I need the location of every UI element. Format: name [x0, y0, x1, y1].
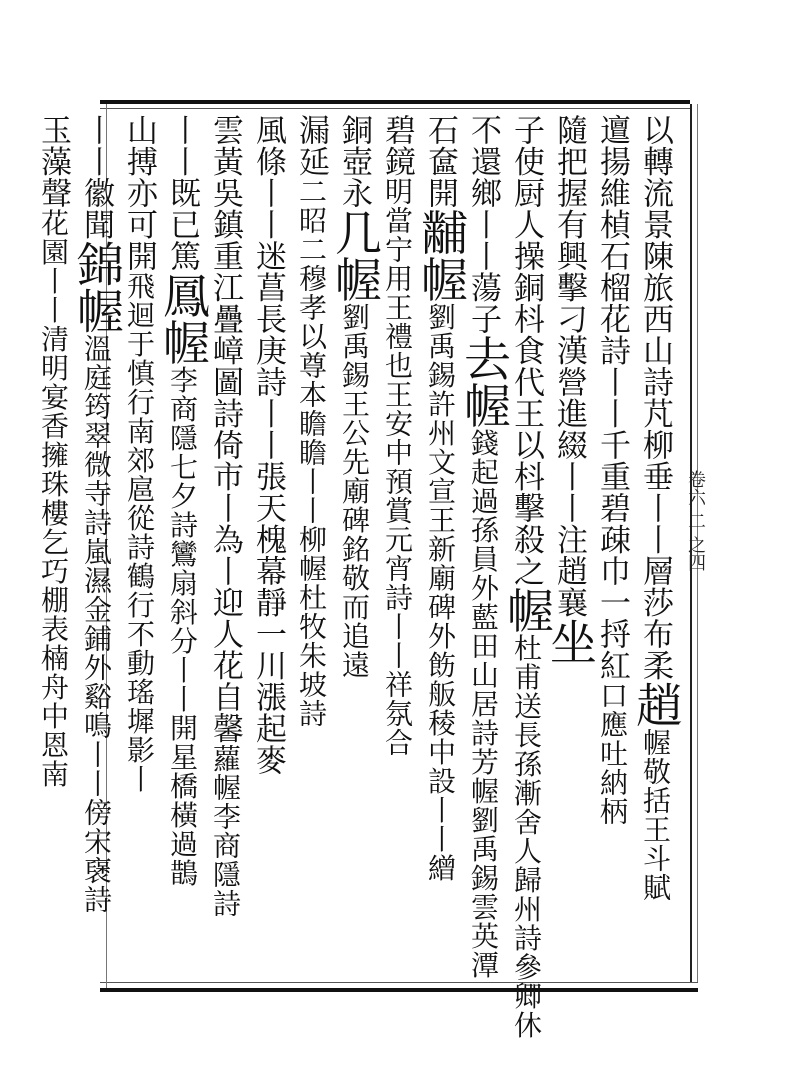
bottom-border-rule	[100, 988, 698, 992]
bottom-border-thin-rule	[100, 982, 698, 983]
volume-page-label: 卷六 二 之四	[685, 470, 706, 572]
text-columns	[35, 114, 683, 1040]
text-column: 風條丨丨迷菖長庚詩丨丨張天槐幕靜一川漲起麥	[250, 114, 286, 776]
text-column: 邅揚維楨石榴花詩丨丨千重碧疎巾一捋紅口應吐納柄	[594, 114, 630, 826]
text-column: 丨丨徽聞錦幄溫庭筠翠微寺詩嵐濕金鋪外谿鳴丨丨傍宋襃詩	[69, 114, 124, 914]
text-column: 石奩開黼幄劉禹錫許州文宣王新廟碑外飭舨稜中設丨丨繒	[413, 114, 468, 883]
text-column: 山搏亦可開飛迴于慎行南郊扈從詩鶴行不動瑤墀影丨	[121, 114, 157, 794]
text-column: 以轉流景陳旅西山詩芃柳垂丨丨層莎布柔趙幄敬括王斗賦	[628, 114, 683, 902]
text-column: 銅壺永几幄劉禹錫王公先廟碑銘敬而追遠	[327, 114, 382, 680]
text-column: 玉藻聲花園丨丨清明宴香擁珠樓乞巧棚表楠舟中恩南	[35, 114, 71, 789]
text-column: 子使厨人操銅枓食代王以枓擊殺之幄杜甫送長孫漸舍人歸州詩參卿休	[499, 114, 554, 1040]
text-column: 漏延二昭二穆孝以尊本瞻瞻丨丨柳幄杜牧朱坡詩	[293, 114, 329, 728]
text-column: 雲黃吳鎮重江疊嶂圖詩倚市丨為丨迎人花自馨蘿幄李商隱詩	[207, 114, 243, 918]
text-column: 丨丨既已篤鳳幄李商隱七夕詩鸞扇斜分丨丨開星橋橫過鵲	[155, 114, 210, 888]
top-border-thin-rule	[100, 108, 690, 109]
text-column: 碧鏡明當宁用王禮也王安中預賞元宵詩丨丨祥氛合	[379, 114, 415, 757]
text-column: 不還鄉丨丨蕩子去幄錢起過孫員外藍田山居詩芳幄劉禹錫雲英潭	[456, 114, 511, 980]
top-border-rule	[100, 100, 690, 104]
text-column: 隨把握有興擊刁漢營進綴丨丨注趙襄坐	[542, 114, 597, 665]
